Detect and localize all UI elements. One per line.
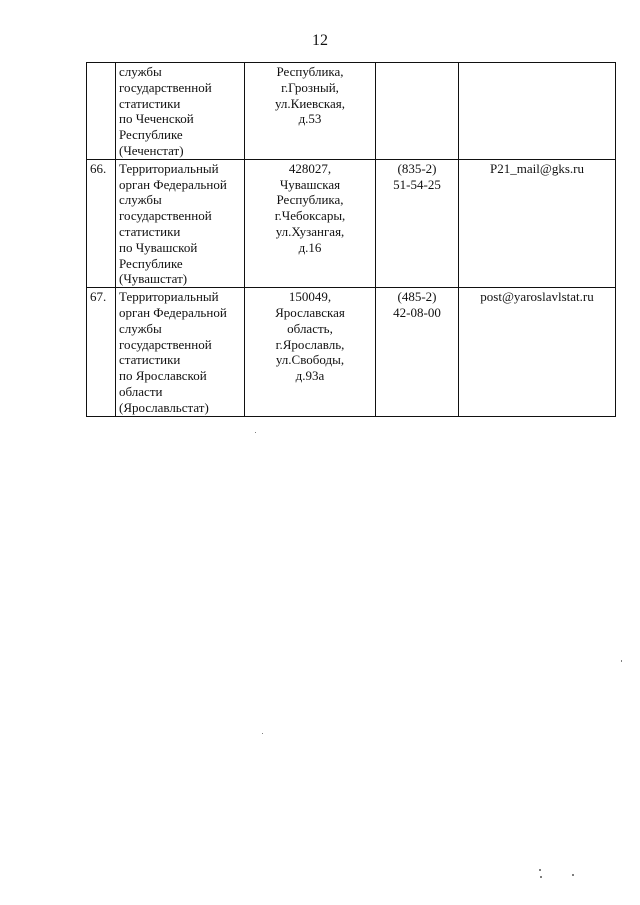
- agency-name-line: службы: [119, 64, 162, 79]
- agency-name-line: по Чувашской: [119, 239, 198, 255]
- agency-name-line: (Чеченстат): [119, 142, 184, 158]
- address-line: Республика,: [276, 64, 344, 79]
- scan-speck: [621, 660, 622, 662]
- address-line: ул.Свободы,: [275, 352, 345, 368]
- table-row: [87, 288, 616, 416]
- agency-name-line: (Ярославльстат): [119, 399, 209, 415]
- address-line: г.Грозный,: [281, 79, 339, 95]
- scan-speck: [255, 432, 256, 433]
- address-line: область,: [287, 320, 333, 336]
- row-number: 66.: [87, 159, 116, 287]
- page-number: 12: [312, 32, 328, 49]
- address-line: г.Чебоксары,: [274, 208, 346, 224]
- scan-speck: [540, 876, 542, 878]
- agency-name-cell: [116, 159, 245, 287]
- scan-speck: [262, 733, 263, 734]
- address-line: д.53: [298, 111, 322, 127]
- email-cell: P21_mail@gks.ru: [459, 159, 616, 287]
- agency-name-line: орган Федеральной: [119, 304, 227, 320]
- agency-name-line: Республике: [119, 127, 183, 143]
- agency-name-line: области: [119, 383, 163, 399]
- agency-name-line: Территориальный: [119, 160, 219, 176]
- address-line: 428027,: [288, 160, 332, 176]
- phone-cell: [376, 288, 459, 416]
- table-row: [87, 159, 616, 287]
- agency-name-line: государственной: [119, 208, 212, 224]
- agency-name-line: государственной: [119, 336, 212, 352]
- address-line: 150049,: [288, 289, 332, 305]
- row-number: [87, 63, 116, 160]
- phone-number: 42-08-00: [393, 304, 441, 320]
- table-row: [87, 63, 616, 160]
- agency-name-line: статистики: [119, 352, 181, 368]
- agency-name-line: статистики: [119, 95, 181, 111]
- agency-name-line: государственной: [119, 79, 212, 95]
- address-line: Республика,: [276, 192, 344, 208]
- address-line: ул.Киевская,: [274, 95, 345, 111]
- agency-name-cell: [116, 288, 245, 416]
- scan-speck: [572, 874, 574, 876]
- agency-name-line: Территориальный: [119, 289, 219, 305]
- agency-name-line: по Чеченской: [119, 111, 194, 127]
- scan-speck: [539, 869, 541, 871]
- agency-name-line: службы: [119, 192, 162, 208]
- registry-table: [86, 62, 616, 417]
- address-line: Чувашская: [279, 176, 341, 192]
- address-line: ул.Хузангая,: [275, 223, 345, 239]
- address-line: д.93а: [295, 368, 325, 384]
- address-cell: [245, 63, 376, 160]
- phone-cell: [376, 159, 459, 287]
- agency-name-line: (Чувашстат): [119, 271, 188, 287]
- phone-code: (835-2): [397, 160, 437, 176]
- agency-name-line: орган Федеральной: [119, 176, 227, 192]
- phone-number: 51-54-25: [393, 176, 441, 192]
- email-cell: [459, 63, 616, 160]
- phone-cell: [376, 63, 459, 160]
- email-cell: post@yaroslavlstat.ru: [459, 288, 616, 416]
- address-line: д.16: [298, 239, 322, 255]
- address-line: Ярославская: [275, 304, 345, 320]
- agency-name-line: Республике: [119, 255, 183, 271]
- row-number: 67.: [87, 288, 116, 416]
- address-line: г.Ярославль,: [275, 336, 345, 352]
- agency-name-line: службы: [119, 320, 162, 336]
- address-cell: [245, 159, 376, 287]
- agency-name-cell: [116, 63, 245, 160]
- address-cell: [245, 288, 376, 416]
- agency-name-line: по Ярославской: [119, 368, 207, 384]
- phone-code: (485-2): [397, 289, 437, 305]
- agency-name-line: статистики: [119, 223, 181, 239]
